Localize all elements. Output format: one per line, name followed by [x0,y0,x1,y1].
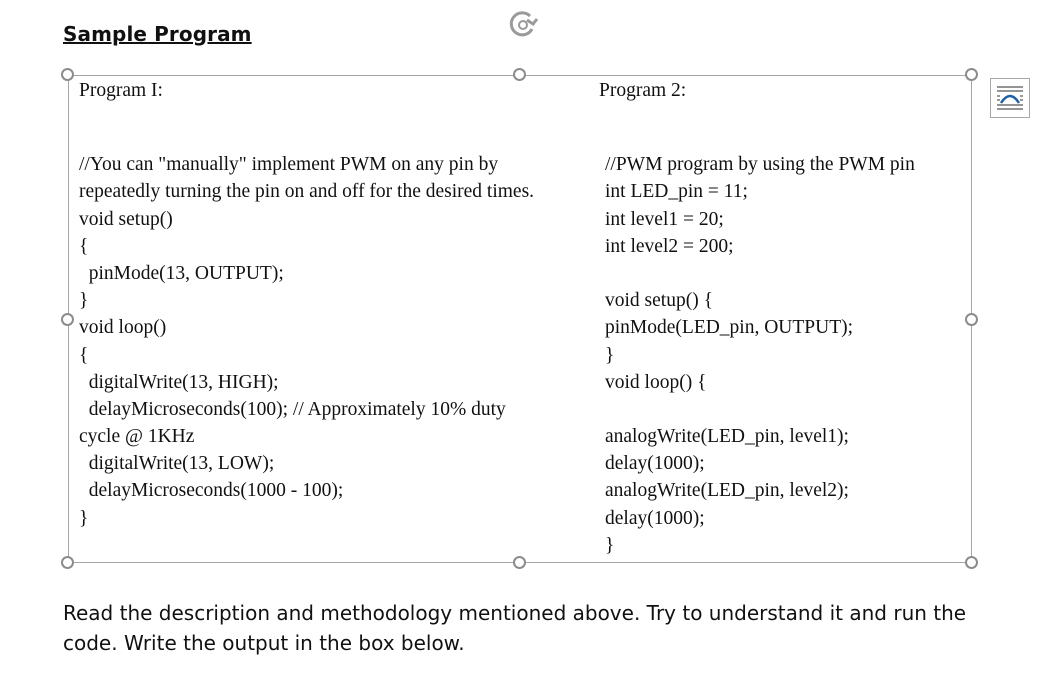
code-line: void setup() [79,209,173,230]
program-1-code [79,154,535,529]
code-line: } [79,508,89,529]
code-line: cycle @ 1KHz [79,426,195,447]
code-line: //PWM program by using the PWM pin [605,154,915,175]
code-line: repeatedly turning the pin on and off for the desired times. [79,181,535,202]
code-line: int level1 = 20; [605,209,724,230]
resize-handle-bottom-left[interactable] [61,556,74,569]
program-2-title: Program 2: [599,80,687,101]
code-line: } [79,290,89,311]
code-line: void loop() [79,317,167,338]
code-line: //You can "manually" implement PWM on any pin by [79,154,499,175]
resize-handle-top-middle[interactable] [513,68,526,81]
instruction-line-2: code. Write the output in the box below. [63,631,465,655]
program-2-code [605,154,915,556]
resize-handle-middle-right[interactable] [965,313,978,326]
resize-handle-top-left[interactable] [61,68,74,81]
code-line: pinMode(LED_pin, OUTPUT); [605,317,854,338]
code-line: digitalWrite(13, LOW); [79,453,275,474]
resize-handle-bottom-middle[interactable] [513,556,526,569]
instruction-paragraph [63,598,983,658]
program-1-title: Program I: [79,80,163,101]
code-line: delayMicroseconds(100); // Approximately 10% duty [79,399,506,420]
code-line: analogWrite(LED_pin, level1); [605,426,849,447]
code-line: digitalWrite(13, HIGH); [79,372,279,393]
code-line: int LED_pin = 11; [605,181,748,202]
code-line: pinMode(13, OUTPUT); [79,263,284,284]
resize-handle-bottom-right[interactable] [965,556,978,569]
resize-handle-top-right[interactable] [965,68,978,81]
code-line: analogWrite(LED_pin, level2); [605,480,849,501]
resize-handle-middle-left[interactable] [61,313,74,326]
page-heading: Sample Program [63,22,252,46]
code-line: { [79,345,89,366]
layout-options-button[interactable] [990,78,1030,118]
rotate-handle-icon[interactable] [502,7,544,43]
code-line: delay(1000); [605,508,705,529]
code-line: } [605,535,615,556]
code-line: } [605,345,615,366]
code-line: delay(1000); [605,453,705,474]
code-line: delayMicroseconds(1000 - 100); [79,480,344,501]
instruction-line-1: Read the description and methodology mentioned above. Try to understand it and run the [63,601,967,625]
code-line: void loop() { [605,372,707,393]
code-line: void setup() { [605,290,713,311]
code-line: int level2 = 200; [605,236,734,257]
layout-options-icon [991,79,1029,117]
code-line: { [79,236,89,257]
